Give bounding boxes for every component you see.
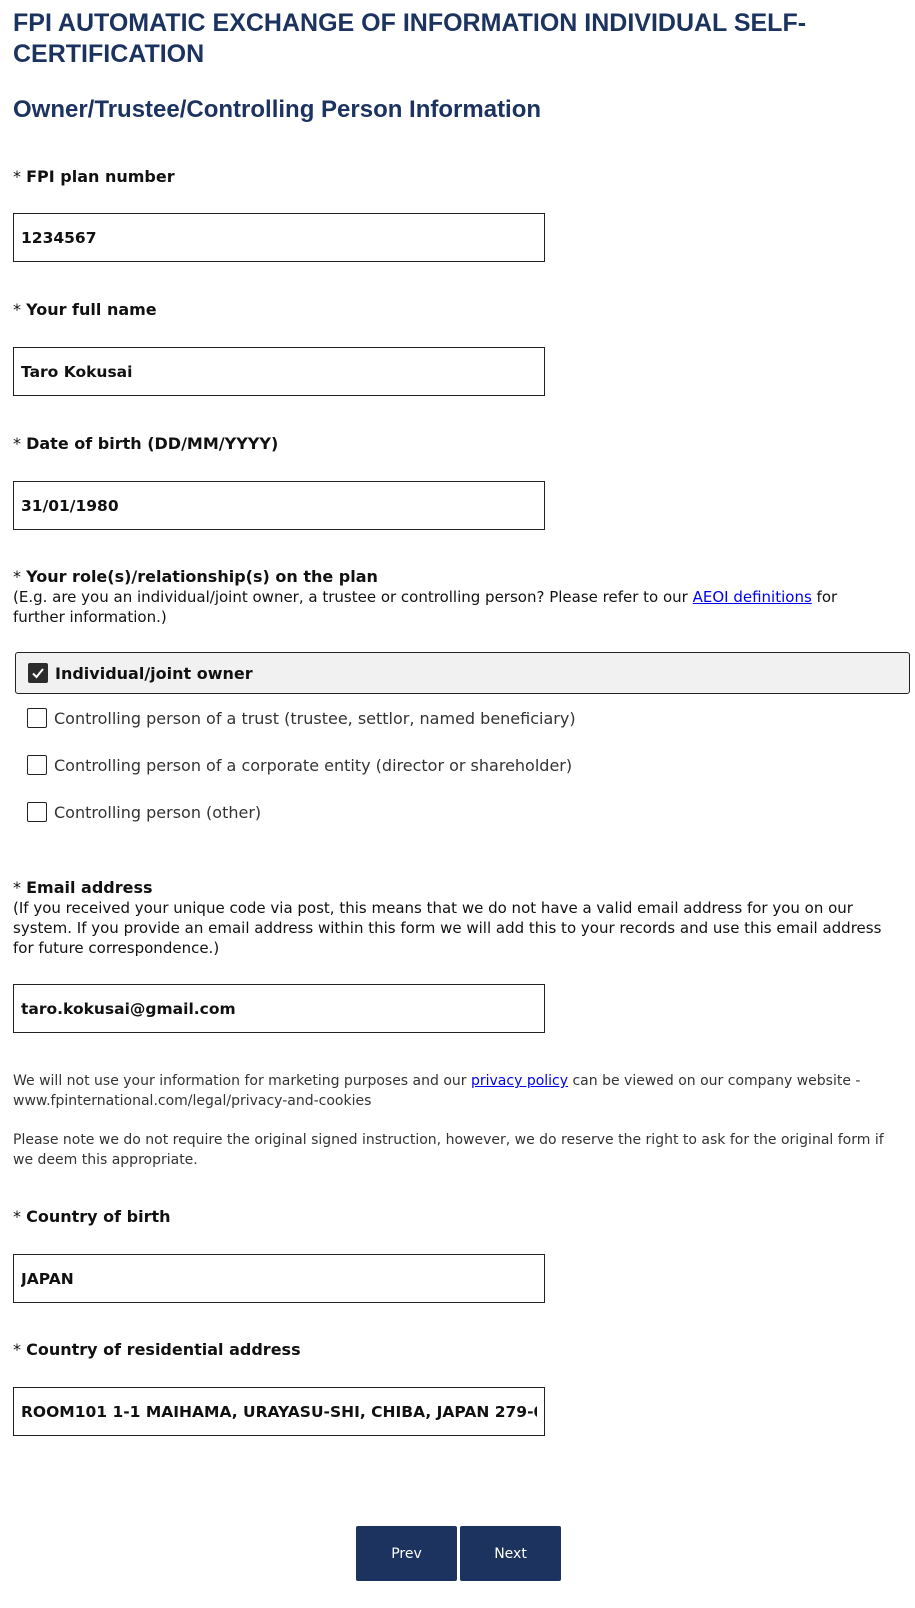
required-marker: * (13, 567, 21, 586)
roles-help: (E.g. are you an individual/joint owner, a trustee or controlling person? Please refer to our AEOI definitions for further information.) (13, 588, 838, 626)
required-marker: * (13, 434, 21, 453)
privacy-note: We will not use your information for marketing purposes and our privacy policy can be viewed on our company website - www.fpinternational.com/legal/privacy-and-cookies (13, 1073, 861, 1109)
original-form-note: Please note we do not require the original signed instruction, however, we do reserve the right to ask for the original form if we deem this appropriate. (13, 1132, 884, 1168)
aeoi-definitions-link[interactable]: AEOI definitions (692, 588, 812, 606)
required-marker: * (13, 878, 21, 897)
email-help: (If you received your unique code via post, this means that we do not have a valid email address for you on our system. If you provide an email address within this form we will add this to your records and use this email address for future correspondence.) (13, 899, 882, 957)
plan-number-input[interactable] (14, 214, 544, 261)
section-title: Owner/Trustee/Controlling Person Information (13, 96, 542, 123)
checkbox-icon[interactable] (27, 708, 47, 728)
next-button[interactable]: Next (460, 1526, 561, 1581)
dob-input[interactable] (14, 482, 544, 529)
full-name-label: * Your full name (13, 300, 157, 319)
full-name-field[interactable] (13, 347, 545, 396)
country-of-birth-input[interactable] (14, 1255, 544, 1302)
role-option-other[interactable]: Controlling person (other) (15, 791, 910, 833)
page-title: FPI AUTOMATIC EXCHANGE OF INFORMATION INDIVIDUAL SELF-CERTIFICATION (13, 9, 807, 68)
prev-button[interactable]: Prev (356, 1526, 457, 1581)
residential-country-label: * Country of residential address (13, 1340, 301, 1359)
role-option-corporate[interactable]: Controlling person of a corporate entity (director or shareholder) (15, 744, 910, 786)
dob-label: * Date of birth (DD/MM/YYYY) (13, 434, 279, 453)
role-option-trust[interactable]: Controlling person of a trust (trustee, settlor, named beneficiary) (15, 697, 910, 739)
privacy-policy-link[interactable]: privacy policy (470, 1073, 569, 1089)
required-marker: * (13, 1207, 21, 1226)
email-field[interactable] (13, 984, 545, 1033)
checkbox-checked-icon[interactable] (28, 663, 48, 683)
dob-field[interactable] (13, 481, 545, 530)
plan-number-label: * FPI plan number (13, 167, 175, 186)
plan-number-field[interactable] (13, 213, 545, 262)
full-name-input[interactable] (14, 348, 544, 395)
role-option-individual-owner[interactable]: Individual/joint owner (15, 652, 910, 694)
required-marker: * (13, 1340, 21, 1359)
email-label: * Email address (13, 878, 153, 897)
country-of-birth-label: * Country of birth (13, 1207, 171, 1226)
checkbox-icon[interactable] (27, 755, 47, 775)
country-of-birth-field[interactable] (13, 1254, 545, 1303)
checkbox-icon[interactable] (27, 802, 47, 822)
residential-country-input[interactable] (14, 1388, 544, 1435)
required-marker: * (13, 300, 21, 319)
required-marker: * (13, 167, 21, 186)
roles-label: * Your role(s)/relationship(s) on the plan (13, 567, 378, 586)
residential-country-field[interactable] (13, 1387, 545, 1436)
email-input[interactable] (14, 985, 544, 1032)
